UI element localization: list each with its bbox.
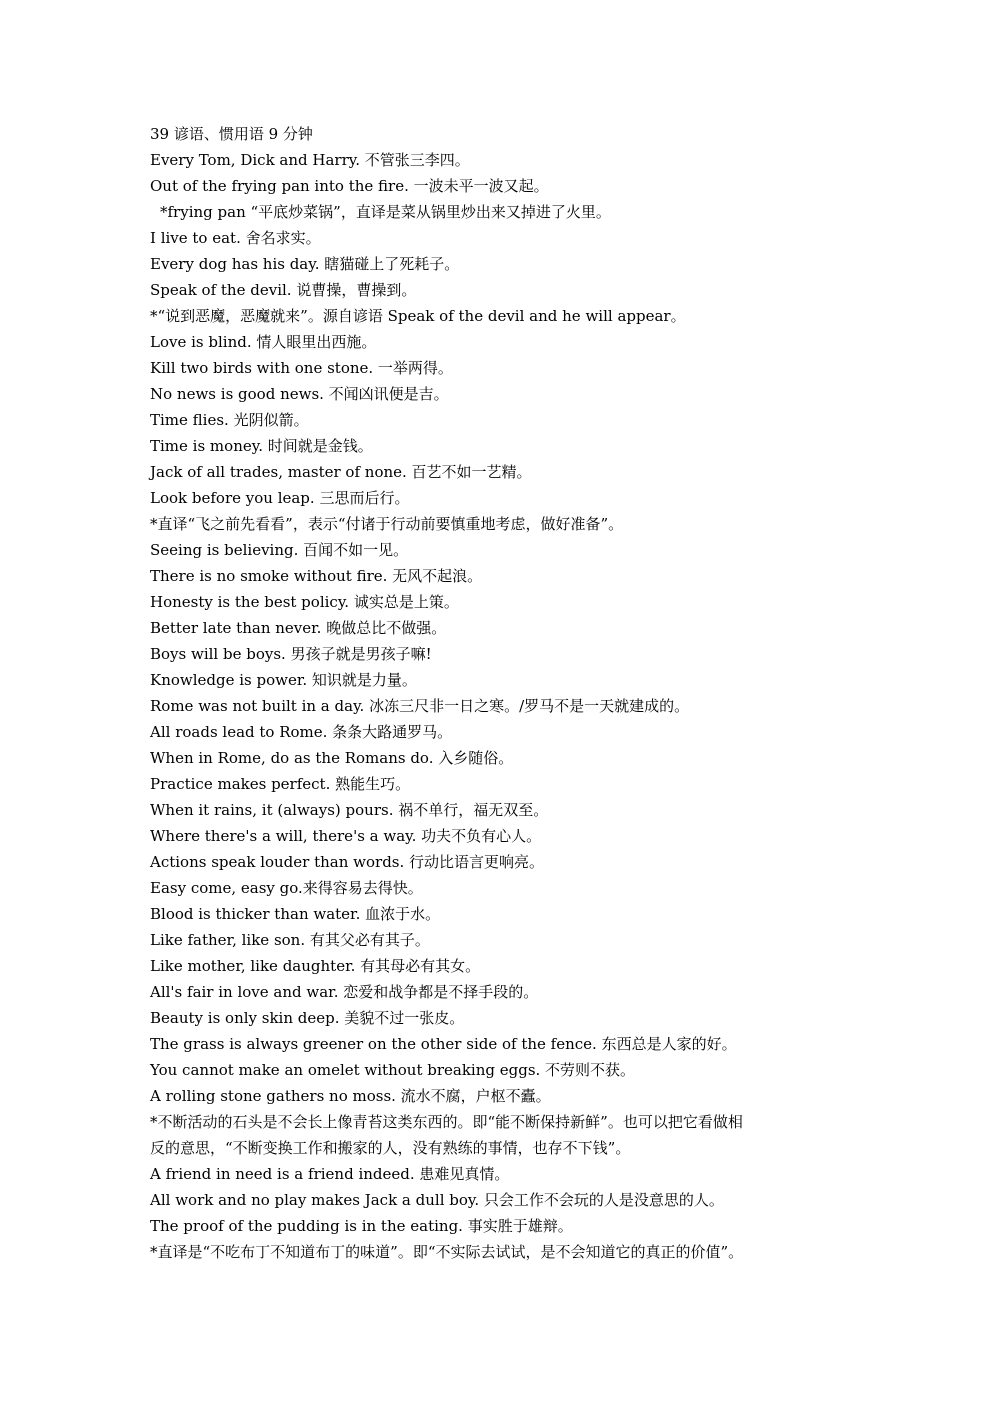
proverb-line: All work and no play makes Jack a dull boy. 只会工作不会玩的人是没意思的人。 [150, 1191, 724, 1209]
proverb-line: Blood is thicker than water. 血浓于水。 [150, 905, 441, 923]
proverb-line: No news is good news. 不闻凶讯便是吉。 [150, 385, 449, 403]
proverb-line: Look before you leap. 三思而后行。 [150, 489, 410, 507]
proverb-line: Time is money. 时间就是金钱。 [150, 437, 373, 455]
proverb-line: A rolling stone gathers no moss. 流水不腐，户枢不蠹。 [150, 1087, 551, 1105]
proverb-line: Honesty is the best policy. 诚实总是上策。 [150, 593, 459, 611]
proverb-line: All roads lead to Rome. 条条大路通罗马。 [150, 723, 453, 741]
proverb-line: Love is blind. 情人眼里出西施。 [150, 333, 377, 351]
proverb-line: There is no smoke without fire. 无风不起浪。 [150, 567, 483, 585]
proverb-line: Jack of all trades, master of none. 百艺不如一艺精。 [150, 463, 532, 481]
proverb-line: Knowledge is power. 知识就是力量。 [150, 671, 417, 689]
proverb-line: Boys will be boys. 男孩子就是男孩子嘛! [150, 645, 432, 663]
proverb-line: Better late than never. 晚做总比不做强。 [150, 619, 447, 637]
proverb-line: Every Tom, Dick and Harry. 不管张三李四。 [150, 151, 470, 169]
section-heading: 39 谚语、惯用语 9 分钟 [150, 125, 313, 143]
proverb-line: Actions speak louder than words. 行动比语言更响亮。 [150, 853, 545, 871]
proverb-line: Time flies. 光阴似箭。 [150, 411, 309, 429]
proverb-line: Like father, like son. 有其父必有其子。 [150, 931, 430, 949]
proverb-line: Seeing is believing. 百闻不如一见。 [150, 541, 409, 559]
document-body [150, 121, 850, 1265]
proverb-line: Easy come, easy go.来得容易去得快。 [150, 879, 423, 897]
note-line: *“说到恶魔，恶魔就来”。源自谚语 Speak of the devil and he will appear。 [150, 307, 686, 325]
proverb-line: The proof of the pudding is in the eating. 事实胜于雄辩。 [150, 1217, 573, 1235]
proverb-line: Rome was not built in a day. 冰冻三尺非一日之寒。/罗马不是一天就建成的。 [150, 697, 690, 715]
proverb-line: You cannot make an omelet without breaking eggs. 不劳则不获。 [150, 1061, 636, 1079]
note-line: *直译是“不吃布丁不知道布丁的味道”。即“不实际去试试，是不会知道它的真正的价值”。 [150, 1243, 744, 1261]
proverb-line: Practice makes perfect. 熟能生巧。 [150, 775, 411, 793]
proverb-line: All's fair in love and war. 恋爱和战争都是不择手段的。 [150, 983, 539, 1001]
note-line: 反的意思，“不断变换工作和搬家的人，没有熟练的事情，也存不下钱”。 [150, 1139, 631, 1157]
proverb-line: Out of the frying pan into the fire. 一波未平一波又起。 [150, 177, 549, 195]
proverb-line: When in Rome, do as the Romans do. 入乡随俗。 [150, 749, 514, 767]
proverb-line: Every dog has his day. 瞎猫碰上了死耗子。 [150, 255, 460, 273]
proverb-list [150, 147, 850, 1265]
note-line: *frying pan “平底炒菜锅”，直译是菜从锅里炒出来又掉进了火里。 [160, 203, 611, 221]
proverb-line: I live to eat. 舍名求实。 [150, 229, 321, 247]
proverb-line: A friend in need is a friend indeed. 患难见真情。 [150, 1165, 510, 1183]
proverb-line: When it rains, it (always) pours. 祸不单行，福无双至。 [150, 801, 549, 819]
proverb-line: Like mother, like daughter. 有其母必有其女。 [150, 957, 481, 975]
proverb-line: The grass is always greener on the other side of the fence. 东西总是人家的好。 [150, 1035, 737, 1053]
proverb-line: Speak of the devil. 说曹操，曹操到。 [150, 281, 417, 299]
note-line: *不断活动的石头是不会长上像青苔这类东西的。即“能不断保持新鲜”。也可以把它看做相 [150, 1113, 743, 1131]
proverb-line: Kill two birds with one stone. 一举两得。 [150, 359, 453, 377]
note-line: *直译“飞之前先看看”，表示“付诸于行动前要慎重地考虑，做好准备”。 [150, 515, 624, 533]
proverb-line: Beauty is only skin deep. 美貌不过一张皮。 [150, 1009, 465, 1027]
proverb-line: Where there's a will, there's a way. 功夫不负有心人。 [150, 827, 542, 845]
